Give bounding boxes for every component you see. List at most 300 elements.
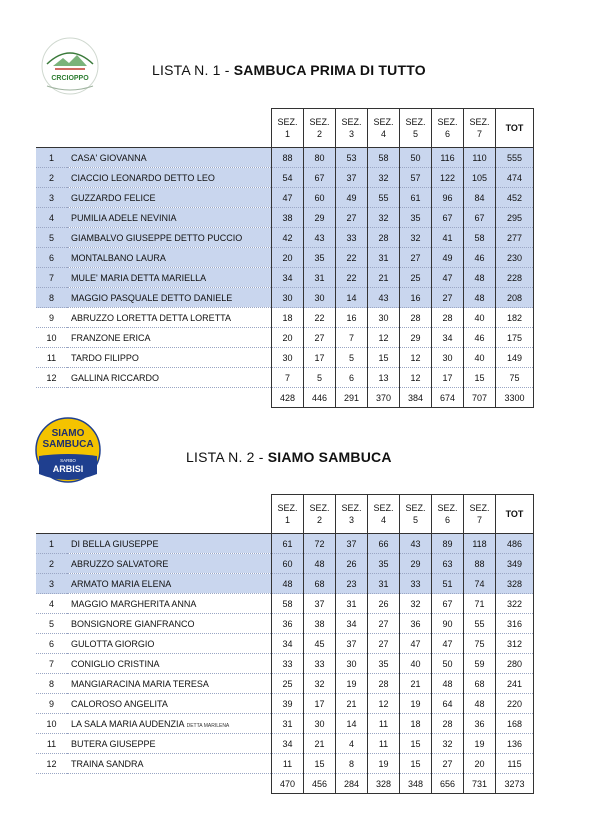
candidate-name-text: GIAMBALVO GIUSEPPE DETTO PUCCIO — [71, 232, 243, 243]
header-section-label: SEZ. — [341, 117, 362, 127]
candidate-number: 4 — [36, 208, 67, 228]
section-votes-1: 38 — [272, 208, 304, 228]
logo2-line4: ARBISI — [52, 464, 84, 474]
section-votes-4: 19 — [368, 754, 400, 774]
section-votes-1: 25 — [272, 674, 304, 694]
header-total: TOT — [496, 495, 534, 534]
list2-table — [36, 494, 534, 794]
header-blank-name — [67, 495, 272, 534]
candidate-row — [36, 634, 534, 654]
candidate-name — [67, 368, 272, 388]
grand-total: 3300 — [496, 388, 534, 408]
candidate-name-text: TRAINA SANDRA — [71, 758, 144, 769]
section-votes-6: 27 — [432, 754, 464, 774]
section-votes-1: 60 — [272, 554, 304, 574]
header-section-2 — [304, 495, 336, 534]
logo2-line1: SIAMO — [51, 428, 85, 439]
section-votes-6: 27 — [432, 288, 464, 308]
header-total: TOT — [496, 109, 534, 148]
candidate-row — [36, 288, 534, 308]
section-votes-3: 49 — [336, 188, 368, 208]
list2-title-prefix: LISTA N. 2 - — [186, 449, 268, 465]
section-votes-4: 35 — [368, 554, 400, 574]
candidate-row — [36, 228, 534, 248]
candidate-row — [36, 348, 534, 368]
section-votes-2: 80 — [304, 148, 336, 168]
section-votes-6: 49 — [432, 248, 464, 268]
candidate-number: 5 — [36, 614, 67, 634]
candidate-number: 8 — [36, 288, 67, 308]
candidate-name — [67, 348, 272, 368]
section-votes-2: 35 — [304, 248, 336, 268]
section-votes-2: 15 — [304, 754, 336, 774]
section-total-1: 470 — [272, 774, 304, 794]
candidate-total: 452 — [496, 188, 534, 208]
section-votes-6: 122 — [432, 168, 464, 188]
section-votes-2: 32 — [304, 674, 336, 694]
section-votes-3: 33 — [336, 228, 368, 248]
header-section-number: 3 — [348, 515, 354, 525]
section-votes-7: 46 — [464, 248, 496, 268]
section-votes-5: 12 — [400, 368, 432, 388]
candidate-row — [36, 188, 534, 208]
section-votes-3: 26 — [336, 554, 368, 574]
candidate-name — [67, 674, 272, 694]
header-section-label: SEZ. — [277, 503, 298, 513]
section-votes-7: 118 — [464, 534, 496, 554]
logo1-text: CRCIOPPO — [51, 75, 89, 82]
candidate-row — [36, 554, 534, 574]
candidate-total: 230 — [496, 248, 534, 268]
candidate-number: 2 — [36, 554, 67, 574]
candidate-row — [36, 148, 534, 168]
section-votes-1: 39 — [272, 694, 304, 714]
section-votes-4: 66 — [368, 534, 400, 554]
section-votes-4: 11 — [368, 734, 400, 754]
section-votes-1: 30 — [272, 288, 304, 308]
section-votes-5: 15 — [400, 734, 432, 754]
header-blank-num — [36, 109, 67, 148]
section-votes-5: 61 — [400, 188, 432, 208]
section-votes-7: 88 — [464, 554, 496, 574]
section-total-4: 328 — [368, 774, 400, 794]
candidate-number: 8 — [36, 674, 67, 694]
section-votes-5: 27 — [400, 248, 432, 268]
section-votes-4: 32 — [368, 168, 400, 188]
header-section-number: 5 — [412, 515, 418, 525]
section-votes-3: 27 — [336, 208, 368, 228]
section-votes-2: 31 — [304, 268, 336, 288]
candidate-name — [67, 268, 272, 288]
section-votes-2: 17 — [304, 694, 336, 714]
table-header-row — [36, 495, 534, 534]
section-votes-1: 18 — [272, 308, 304, 328]
candidate-row — [36, 714, 534, 734]
section-votes-3: 14 — [336, 288, 368, 308]
logo2-line2: SAMBUCA — [42, 439, 94, 450]
candidate-total: 474 — [496, 168, 534, 188]
header-section-number: 7 — [476, 515, 482, 525]
section-votes-6: 51 — [432, 574, 464, 594]
section-votes-6: 47 — [432, 634, 464, 654]
candidate-number: 12 — [36, 754, 67, 774]
section-votes-4: 32 — [368, 208, 400, 228]
candidate-name-text: CASA' GIOVANNA — [71, 152, 147, 163]
section-votes-1: 20 — [272, 248, 304, 268]
section-votes-7: 68 — [464, 674, 496, 694]
section-votes-5: 43 — [400, 534, 432, 554]
section-votes-3: 14 — [336, 714, 368, 734]
section-votes-3: 37 — [336, 168, 368, 188]
candidate-name — [67, 148, 272, 168]
section-votes-6: 116 — [432, 148, 464, 168]
totals-row — [36, 388, 534, 408]
section-total-3: 291 — [336, 388, 368, 408]
candidate-total: 349 — [496, 554, 534, 574]
section-votes-7: 58 — [464, 228, 496, 248]
section-votes-1: 34 — [272, 634, 304, 654]
candidate-name — [67, 308, 272, 328]
section-votes-4: 27 — [368, 614, 400, 634]
logo2-line3: SARBO — [60, 458, 76, 463]
section-votes-6: 64 — [432, 694, 464, 714]
candidate-name-text: ABRUZZO SALVATORE — [71, 558, 169, 569]
candidate-row — [36, 594, 534, 614]
candidate-row — [36, 168, 534, 188]
section-votes-5: 50 — [400, 148, 432, 168]
candidate-total: 277 — [496, 228, 534, 248]
section-votes-7: 48 — [464, 288, 496, 308]
section-votes-5: 21 — [400, 674, 432, 694]
header-section-label: SEZ. — [469, 503, 490, 513]
section-total-3: 284 — [336, 774, 368, 794]
candidate-total: 322 — [496, 594, 534, 614]
section-votes-3: 53 — [336, 148, 368, 168]
candidate-number: 5 — [36, 228, 67, 248]
header-section-number: 2 — [316, 515, 322, 525]
section-votes-2: 37 — [304, 594, 336, 614]
section-votes-6: 90 — [432, 614, 464, 634]
candidate-name-text: MAGGIO MARGHERITA ANNA — [71, 598, 197, 609]
candidate-name-text: BONSIGNORE GIANFRANCO — [71, 618, 195, 629]
candidate-total: 136 — [496, 734, 534, 754]
section-votes-6: 17 — [432, 368, 464, 388]
section-votes-2: 67 — [304, 168, 336, 188]
candidate-row — [36, 308, 534, 328]
candidate-total: 220 — [496, 694, 534, 714]
candidate-total: 280 — [496, 654, 534, 674]
section-votes-3: 8 — [336, 754, 368, 774]
candidate-row — [36, 248, 534, 268]
candidate-name — [67, 734, 272, 754]
section-votes-5: 57 — [400, 168, 432, 188]
section-votes-2: 33 — [304, 654, 336, 674]
sambuca-prima-di-tutto-logo — [35, 36, 105, 96]
section-votes-3: 34 — [336, 614, 368, 634]
header-section-1 — [272, 109, 304, 148]
candidate-name — [67, 654, 272, 674]
candidate-name — [67, 634, 272, 654]
section-votes-4: 15 — [368, 348, 400, 368]
section-votes-4: 58 — [368, 148, 400, 168]
section-votes-5: 12 — [400, 348, 432, 368]
section-votes-5: 32 — [400, 594, 432, 614]
candidate-row — [36, 328, 534, 348]
section-votes-6: 50 — [432, 654, 464, 674]
section-votes-7: 40 — [464, 308, 496, 328]
section-votes-4: 30 — [368, 308, 400, 328]
section-votes-6: 67 — [432, 594, 464, 614]
header-section-5 — [400, 109, 432, 148]
totals-blank-num — [36, 774, 67, 794]
header-section-3 — [336, 495, 368, 534]
section-votes-4: 28 — [368, 228, 400, 248]
section-votes-1: 58 — [272, 594, 304, 614]
table-header-row — [36, 109, 534, 148]
section-votes-5: 32 — [400, 228, 432, 248]
header-section-label: SEZ. — [309, 117, 330, 127]
candidate-name — [67, 534, 272, 554]
section-votes-7: 46 — [464, 328, 496, 348]
section-votes-7: 48 — [464, 694, 496, 714]
section-votes-6: 47 — [432, 268, 464, 288]
candidate-total: 115 — [496, 754, 534, 774]
candidate-name-text: CIACCIO LEONARDO DETTO LEO — [71, 172, 215, 183]
section-votes-7: 84 — [464, 188, 496, 208]
candidate-name-text: ARMATO MARIA ELENA — [71, 578, 172, 589]
section-votes-5: 33 — [400, 574, 432, 594]
section-votes-2: 45 — [304, 634, 336, 654]
header-section-label: SEZ. — [373, 503, 394, 513]
section-votes-2: 17 — [304, 348, 336, 368]
candidate-name-suffix: DETTA MARILENA — [186, 722, 230, 729]
section-votes-3: 37 — [336, 534, 368, 554]
section-votes-5: 29 — [400, 554, 432, 574]
candidate-name-text: MAGGIO PASQUALE DETTO DANIELE — [71, 292, 233, 303]
candidate-name-text: MULE' MARIA DETTA MARIELLA — [71, 272, 207, 283]
section-votes-4: 35 — [368, 654, 400, 674]
section-votes-5: 18 — [400, 714, 432, 734]
candidate-total: 175 — [496, 328, 534, 348]
candidate-name — [67, 168, 272, 188]
candidate-row — [36, 654, 534, 674]
section-votes-5: 35 — [400, 208, 432, 228]
candidate-total: 486 — [496, 534, 534, 554]
candidate-name — [67, 754, 272, 774]
section-votes-3: 7 — [336, 328, 368, 348]
header-section-number: 4 — [380, 129, 386, 139]
section-votes-3: 6 — [336, 368, 368, 388]
candidate-number: 1 — [36, 148, 67, 168]
candidate-name — [67, 328, 272, 348]
header-section-3 — [336, 109, 368, 148]
candidate-name-text: PUMILIA ADELE NEVINIA — [71, 212, 177, 223]
section-votes-5: 19 — [400, 694, 432, 714]
candidate-number: 11 — [36, 734, 67, 754]
section-total-5: 384 — [400, 388, 432, 408]
header-section-label: SEZ. — [469, 117, 490, 127]
section-votes-1: 61 — [272, 534, 304, 554]
section-votes-7: 20 — [464, 754, 496, 774]
section-votes-2: 22 — [304, 308, 336, 328]
header-section-number: 1 — [284, 515, 290, 525]
candidate-name — [67, 714, 272, 734]
candidate-number: 3 — [36, 188, 67, 208]
section-votes-5: 15 — [400, 754, 432, 774]
section-votes-2: 30 — [304, 714, 336, 734]
candidate-total: 182 — [496, 308, 534, 328]
siamo-sambuca-logo — [33, 416, 103, 484]
section-total-2: 446 — [304, 388, 336, 408]
section-votes-6: 89 — [432, 534, 464, 554]
section-votes-7: 110 — [464, 148, 496, 168]
candidate-name-text: GULOTTA GIORGIO — [71, 638, 155, 649]
candidate-name-text: LA SALA MARIA AUDENZIA — [71, 718, 185, 729]
section-votes-7: 74 — [464, 574, 496, 594]
section-votes-7: 48 — [464, 268, 496, 288]
candidate-total: 316 — [496, 614, 534, 634]
header-section-6 — [432, 495, 464, 534]
candidate-total: 168 — [496, 714, 534, 734]
section-votes-1: 31 — [272, 714, 304, 734]
candidate-name-text: GALLINA RICCARDO — [71, 372, 160, 383]
grand-total: 3273 — [496, 774, 534, 794]
section-votes-4: 43 — [368, 288, 400, 308]
candidate-row — [36, 268, 534, 288]
section-votes-3: 30 — [336, 654, 368, 674]
section-votes-2: 27 — [304, 328, 336, 348]
section-votes-2: 68 — [304, 574, 336, 594]
header-section-number: 4 — [380, 515, 386, 525]
section-votes-7: 75 — [464, 634, 496, 654]
candidate-number: 6 — [36, 634, 67, 654]
header-section-2 — [304, 109, 336, 148]
section-votes-2: 72 — [304, 534, 336, 554]
section-total-1: 428 — [272, 388, 304, 408]
candidate-row — [36, 614, 534, 634]
totals-row — [36, 774, 534, 794]
header-section-number: 7 — [476, 129, 482, 139]
candidate-row — [36, 534, 534, 554]
candidate-row — [36, 674, 534, 694]
section-votes-1: 42 — [272, 228, 304, 248]
section-votes-3: 22 — [336, 268, 368, 288]
candidate-number: 7 — [36, 268, 67, 288]
candidate-number: 7 — [36, 654, 67, 674]
section-votes-5: 28 — [400, 308, 432, 328]
candidate-name-text: MANGIARACINA MARIA TERESA — [71, 678, 209, 689]
section-votes-1: 33 — [272, 654, 304, 674]
section-votes-6: 28 — [432, 714, 464, 734]
section-total-5: 348 — [400, 774, 432, 794]
header-section-7 — [464, 109, 496, 148]
section-votes-1: 30 — [272, 348, 304, 368]
section-votes-2: 43 — [304, 228, 336, 248]
candidate-name — [67, 188, 272, 208]
header-section-1 — [272, 495, 304, 534]
header-section-label: SEZ. — [437, 503, 458, 513]
section-votes-3: 37 — [336, 634, 368, 654]
candidate-name-text: MONTALBANO LAURA — [71, 252, 166, 263]
candidate-row — [36, 574, 534, 594]
section-votes-3: 5 — [336, 348, 368, 368]
section-votes-7: 67 — [464, 208, 496, 228]
candidate-total: 241 — [496, 674, 534, 694]
section-votes-3: 16 — [336, 308, 368, 328]
section-votes-7: 19 — [464, 734, 496, 754]
section-votes-7: 40 — [464, 348, 496, 368]
section-total-7: 707 — [464, 388, 496, 408]
header-section-label: SEZ. — [373, 117, 394, 127]
header-blank-name — [67, 109, 272, 148]
section-votes-4: 21 — [368, 268, 400, 288]
section-votes-7: 105 — [464, 168, 496, 188]
section-votes-6: 32 — [432, 734, 464, 754]
section-votes-1: 54 — [272, 168, 304, 188]
section-votes-1: 88 — [272, 148, 304, 168]
header-section-number: 6 — [444, 515, 450, 525]
candidate-name-text: DI BELLA GIUSEPPE — [71, 538, 159, 549]
section-votes-4: 31 — [368, 248, 400, 268]
section-votes-4: 26 — [368, 594, 400, 614]
candidate-name-text: TARDO FILIPPO — [71, 352, 139, 363]
candidate-number: 9 — [36, 694, 67, 714]
section-votes-4: 11 — [368, 714, 400, 734]
candidate-row — [36, 694, 534, 714]
header-blank-num — [36, 495, 67, 534]
candidate-name-text: BUTERA GIUSEPPE — [71, 738, 156, 749]
section-votes-2: 48 — [304, 554, 336, 574]
list1-title-name: SAMBUCA PRIMA DI TUTTO — [233, 62, 426, 78]
section-votes-3: 23 — [336, 574, 368, 594]
list2-title — [186, 449, 392, 465]
section-votes-4: 27 — [368, 634, 400, 654]
candidate-total: 75 — [496, 368, 534, 388]
section-votes-1: 48 — [272, 574, 304, 594]
header-section-label: SEZ. — [405, 503, 426, 513]
section-votes-7: 15 — [464, 368, 496, 388]
header-section-4 — [368, 109, 400, 148]
header-section-number: 3 — [348, 129, 354, 139]
section-votes-4: 28 — [368, 674, 400, 694]
section-votes-2: 38 — [304, 614, 336, 634]
section-votes-6: 34 — [432, 328, 464, 348]
section-votes-7: 55 — [464, 614, 496, 634]
candidate-row — [36, 368, 534, 388]
section-votes-5: 29 — [400, 328, 432, 348]
section-votes-5: 40 — [400, 654, 432, 674]
header-section-4 — [368, 495, 400, 534]
candidate-number: 2 — [36, 168, 67, 188]
candidate-name — [67, 594, 272, 614]
section-votes-7: 71 — [464, 594, 496, 614]
list2-title-name: SIAMO SAMBUCA — [267, 449, 392, 465]
section-votes-1: 34 — [272, 734, 304, 754]
header-section-label: SEZ. — [405, 117, 426, 127]
header-section-number: 6 — [444, 129, 450, 139]
header-section-label: SEZ. — [341, 503, 362, 513]
candidate-number: 9 — [36, 308, 67, 328]
section-votes-1: 34 — [272, 268, 304, 288]
section-votes-4: 12 — [368, 694, 400, 714]
section-votes-5: 16 — [400, 288, 432, 308]
candidate-name-text: CONIGLIO CRISTINA — [71, 658, 160, 669]
candidate-total: 312 — [496, 634, 534, 654]
header-section-number: 5 — [412, 129, 418, 139]
header-section-number: 1 — [284, 129, 290, 139]
header-section-label: SEZ. — [277, 117, 298, 127]
candidate-row — [36, 208, 534, 228]
